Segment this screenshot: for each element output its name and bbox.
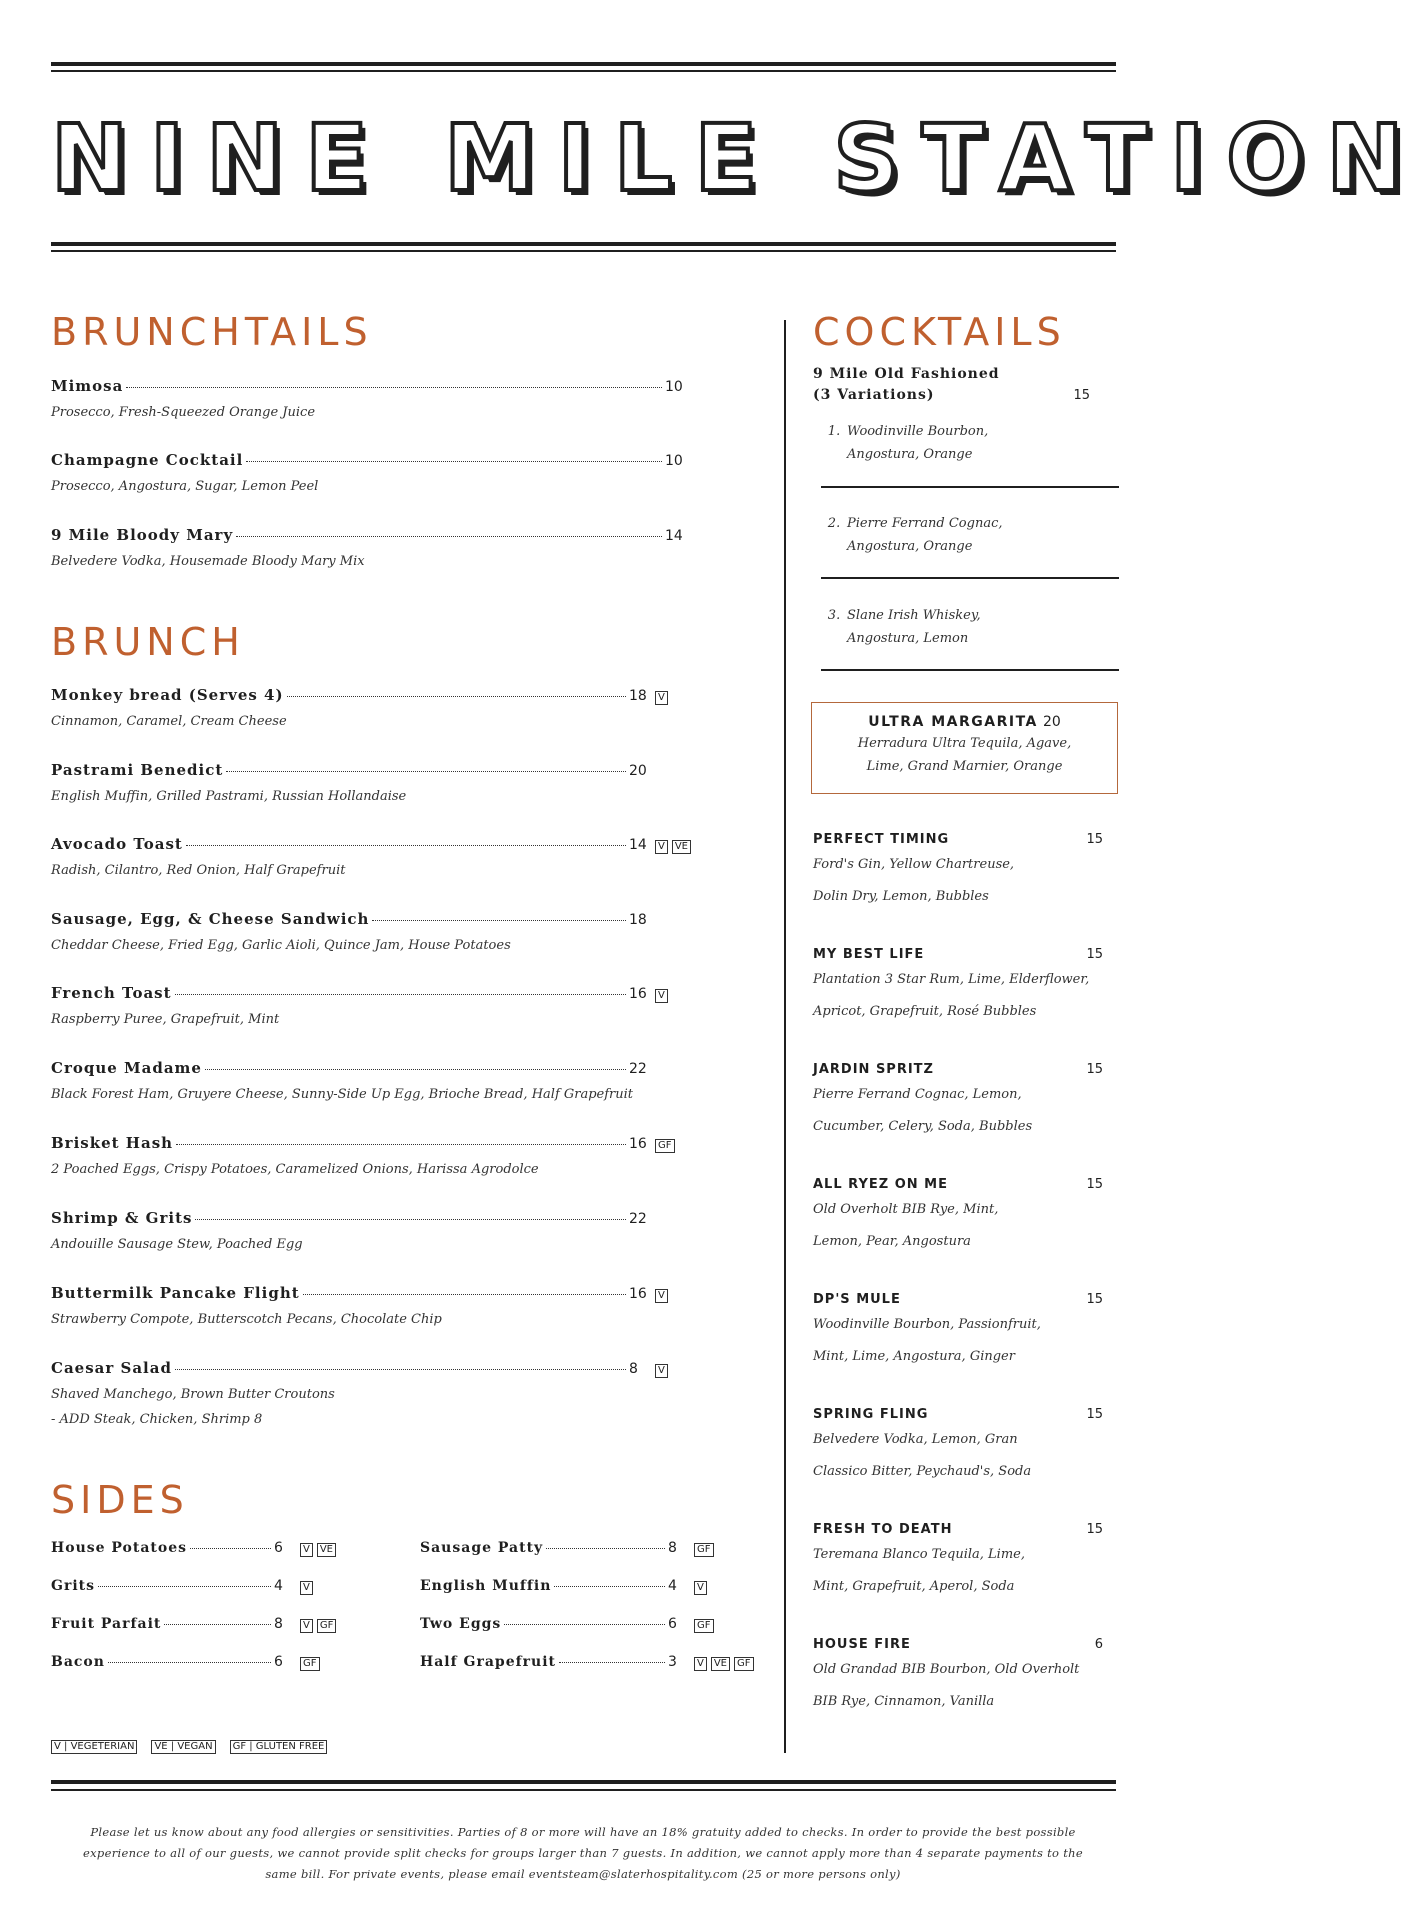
cocktail-price: 6 bbox=[1094, 1637, 1103, 1652]
dietary-tag: VE bbox=[317, 1543, 336, 1557]
item-name: Two Eggs bbox=[420, 1616, 502, 1632]
item-description: Raspberry Puree, Grapefruit, Mint bbox=[51, 1012, 280, 1027]
top-rule-1 bbox=[51, 62, 1116, 66]
item-name: Shrimp & Grits bbox=[51, 1209, 193, 1227]
item-name: Half Grapefruit bbox=[420, 1654, 556, 1670]
dietary-tag: V bbox=[655, 1364, 668, 1378]
dietary-tag: GF bbox=[655, 1139, 675, 1153]
sides-heading: SIDES bbox=[51, 1478, 189, 1522]
menu-item bbox=[51, 984, 743, 1027]
cocktail-item bbox=[813, 947, 1103, 1028]
menu-item bbox=[51, 451, 687, 494]
featured-cocktail-line-2: Lime, Grand Marnier, Orange bbox=[866, 759, 1063, 774]
item-price: 4 bbox=[274, 1578, 283, 1594]
item-description: Prosecco, Angostura, Sugar, Lemon Peel bbox=[51, 479, 319, 494]
menu-item bbox=[51, 1284, 743, 1327]
item-price: 8 bbox=[629, 1361, 638, 1377]
item-name: Sausage, Egg, & Cheese Sandwich bbox=[51, 910, 370, 928]
old-fashioned-title bbox=[813, 364, 1116, 406]
top-rule-2 bbox=[51, 70, 1116, 72]
menu-item bbox=[51, 1134, 743, 1177]
cocktail-name: MY BEST LIFE bbox=[813, 947, 925, 962]
cocktail-name: HOUSE FIRE bbox=[813, 1637, 911, 1652]
cocktail-ingredients: Woodinville Bourbon, Passionfruit, bbox=[813, 1317, 1041, 1332]
item-name: House Potatoes bbox=[51, 1540, 188, 1556]
item-name: Croque Madame bbox=[51, 1059, 202, 1077]
item-price: 22 bbox=[629, 1211, 647, 1227]
item-name: Caesar Salad bbox=[51, 1359, 172, 1377]
item-price: 10 bbox=[665, 453, 683, 469]
side-item bbox=[51, 1616, 376, 1636]
cocktail-item bbox=[813, 1177, 1103, 1258]
item-addon: - ADD Steak, Chicken, Shrimp 8 bbox=[51, 1412, 263, 1427]
dietary-tag: GF bbox=[300, 1657, 320, 1671]
cocktail-ingredients: Ford's Gin, Yellow Chartreuse, bbox=[813, 857, 1015, 872]
item-price: 6 bbox=[274, 1540, 283, 1556]
side-item bbox=[51, 1578, 376, 1598]
dietary-tag: V bbox=[694, 1657, 707, 1671]
cocktail-ingredients: Old Grandad BIB Bourbon, Old Overholt bbox=[813, 1662, 1080, 1677]
item-description: Prosecco, Fresh-Squeezed Orange Juice bbox=[51, 405, 316, 420]
footer-note: Please let us know about any food allergies or sensitivities. Parties of 8 or more will have an 18% gratuity added to checks. In order to provide the best possible experience to all of our guests, we cannot provide split checks for groups larger than 7 guests. In addition, we cannot apply more than 4 separate payments to the same bill. For private events, please email eventsteam@slaterhospitality.com (25 or more persons only) bbox=[83, 1825, 1083, 1881]
menu-item bbox=[51, 1059, 743, 1102]
brunch-heading: BRUNCH bbox=[51, 620, 245, 664]
cocktail-ingredients: BIB Rye, Cinnamon, Vanilla bbox=[813, 1694, 995, 1709]
menu-item bbox=[51, 910, 743, 953]
item-name: Avocado Toast bbox=[51, 835, 183, 853]
item-name: Mimosa bbox=[51, 377, 124, 395]
item-description: Radish, Cilantro, Red Onion, Half Grapefruit bbox=[51, 863, 346, 878]
side-item bbox=[420, 1578, 770, 1598]
menu-item bbox=[51, 377, 687, 420]
dietary-tag: VE bbox=[711, 1657, 730, 1671]
legend-vegetarian: V | VEGETERIAN bbox=[51, 1740, 137, 1754]
dietary-tag: GF bbox=[694, 1619, 714, 1633]
item-name: Champagne Cocktail bbox=[51, 451, 244, 469]
dietary-tag: V bbox=[655, 691, 668, 705]
menu-item bbox=[51, 1209, 743, 1252]
menu-item bbox=[51, 526, 687, 569]
cocktail-ingredients: Plantation 3 Star Rum, Lime, Elderflower, bbox=[813, 972, 1090, 987]
cocktail-name: FRESH TO DEATH bbox=[813, 1522, 953, 1537]
cocktail-item bbox=[813, 1522, 1103, 1603]
item-description: 2 Poached Eggs, Crispy Potatoes, Caramelized Onions, Harissa Agrodolce bbox=[51, 1162, 539, 1177]
item-description: Cinnamon, Caramel, Cream Cheese bbox=[51, 714, 287, 729]
item-name: Brisket Hash bbox=[51, 1134, 174, 1152]
item-price: 18 bbox=[629, 912, 647, 928]
title-rule-2 bbox=[51, 250, 1116, 252]
cocktail-price: 15 bbox=[1086, 1062, 1103, 1077]
variation-divider bbox=[821, 669, 1119, 671]
menu-item bbox=[51, 835, 743, 878]
dietary-tag: V bbox=[655, 1289, 668, 1303]
cocktails-heading: COCKTAILS bbox=[813, 310, 1066, 354]
item-description: English Muffin, Grilled Pastrami, Russian Hollandaise bbox=[51, 789, 407, 804]
item-name: Grits bbox=[51, 1578, 95, 1594]
item-price: 6 bbox=[274, 1654, 283, 1670]
cocktail-price: 15 bbox=[1086, 1522, 1103, 1537]
item-description: Shaved Manchego, Brown Butter Croutons bbox=[51, 1387, 335, 1402]
item-description: Black Forest Ham, Gruyere Cheese, Sunny-Side Up Egg, Brioche Bread, Half Grapefruit bbox=[51, 1087, 634, 1102]
featured-cocktail-box bbox=[811, 702, 1118, 794]
item-name: Pastrami Benedict bbox=[51, 761, 224, 779]
cocktail-ingredients: Mint, Grapefruit, Aperol, Soda bbox=[813, 1579, 1015, 1594]
dietary-tag: GF bbox=[317, 1619, 337, 1633]
item-description: Cheddar Cheese, Fried Egg, Garlic Aioli, Quince Jam, House Potatoes bbox=[51, 938, 511, 953]
variation-divider bbox=[821, 486, 1119, 488]
dietary-legend bbox=[51, 1740, 327, 1754]
item-price: 14 bbox=[665, 528, 683, 544]
item-name: French Toast bbox=[51, 984, 172, 1002]
variation-item: 3. Slane Irish Whiskey, Angostura, Lemon bbox=[827, 608, 981, 646]
menu-item bbox=[51, 761, 743, 804]
cocktail-price: 15 bbox=[1086, 1407, 1103, 1422]
cocktail-ingredients: Lemon, Pear, Angostura bbox=[813, 1234, 971, 1249]
brunchtails-heading: BRUNCHTAILS bbox=[51, 310, 373, 354]
item-name: Sausage Patty bbox=[420, 1540, 544, 1556]
cocktail-item bbox=[813, 1407, 1103, 1488]
cocktail-item bbox=[813, 832, 1103, 913]
side-item bbox=[51, 1540, 376, 1560]
cocktail-price: 15 bbox=[1086, 947, 1103, 962]
cocktail-item bbox=[813, 1062, 1103, 1143]
item-name: Fruit Parfait bbox=[51, 1616, 162, 1632]
item-description: Strawberry Compote, Butterscotch Pecans, Chocolate Chip bbox=[51, 1312, 442, 1327]
item-price: 16 bbox=[629, 1286, 647, 1302]
item-price: 18 bbox=[629, 688, 647, 704]
footer-rule-2 bbox=[51, 1789, 1116, 1791]
legend-vegan: VE | VEGAN bbox=[151, 1740, 215, 1754]
side-item bbox=[420, 1654, 770, 1674]
cocktail-ingredients: Apricot, Grapefruit, Rosé Bubbles bbox=[813, 1004, 1037, 1019]
item-price: 8 bbox=[668, 1540, 677, 1556]
item-name: Bacon bbox=[51, 1654, 105, 1670]
column-divider bbox=[784, 320, 786, 1753]
variation-divider bbox=[821, 577, 1119, 579]
cocktail-ingredients: Dolin Dry, Lemon, Bubbles bbox=[813, 889, 989, 904]
cocktail-item bbox=[813, 1292, 1103, 1373]
dietary-tag: V bbox=[694, 1581, 707, 1595]
cocktail-name: ALL RYEZ ON ME bbox=[813, 1177, 948, 1192]
dietary-tag: V bbox=[300, 1543, 313, 1557]
cocktail-ingredients: Teremana Blanco Tequila, Lime, bbox=[813, 1547, 1025, 1562]
featured-cocktail-name: ULTRA MARGARITA bbox=[868, 714, 1038, 730]
cocktail-name: PERFECT TIMING bbox=[813, 832, 950, 847]
side-item bbox=[420, 1540, 770, 1560]
item-description: Belvedere Vodka, Housemade Bloody Mary Mix bbox=[51, 554, 365, 569]
footer-rule-1 bbox=[51, 1780, 1116, 1784]
cocktail-name: JARDIN SPRITZ bbox=[813, 1062, 934, 1077]
cocktail-item bbox=[813, 1637, 1103, 1718]
item-name: Monkey bread (Serves 4) bbox=[51, 686, 284, 704]
menu-item bbox=[51, 686, 743, 729]
old-fashioned-subtitle: (3 Variations) bbox=[813, 387, 935, 403]
item-price: 20 bbox=[629, 763, 647, 779]
cocktail-price: 15 bbox=[1086, 1177, 1103, 1192]
cocktail-ingredients: Pierre Ferrand Cognac, Lemon, bbox=[813, 1087, 1022, 1102]
cocktail-price: 15 bbox=[1086, 1292, 1103, 1307]
cocktail-name: DP'S MULE bbox=[813, 1292, 901, 1307]
item-name: Buttermilk Pancake Flight bbox=[51, 1284, 300, 1302]
item-name: 9 Mile Bloody Mary bbox=[51, 526, 234, 544]
dietary-tag: GF bbox=[734, 1657, 754, 1671]
old-fashioned-name: 9 Mile Old Fashioned bbox=[813, 366, 1000, 382]
variation-item: 2. Pierre Ferrand Cognac, Angostura, Orange bbox=[827, 516, 1003, 554]
item-price: 22 bbox=[629, 1061, 647, 1077]
cocktail-ingredients: Belvedere Vodka, Lemon, Gran bbox=[813, 1432, 1018, 1447]
item-name: English Muffin bbox=[420, 1578, 552, 1594]
item-price: 6 bbox=[668, 1616, 677, 1632]
dietary-tag: V bbox=[655, 989, 668, 1003]
old-fashioned-price: 15 bbox=[1073, 388, 1090, 403]
cocktail-ingredients: Classico Bitter, Peychaud's, Soda bbox=[813, 1464, 1032, 1479]
cocktail-name: SPRING FLING bbox=[813, 1407, 929, 1422]
cocktail-ingredients: Mint, Lime, Angostura, Ginger bbox=[813, 1349, 1015, 1364]
cocktail-ingredients: Old Overholt BIB Rye, Mint, bbox=[813, 1202, 999, 1217]
side-item bbox=[51, 1654, 376, 1674]
item-price: 10 bbox=[665, 379, 683, 395]
cocktail-price: 15 bbox=[1086, 832, 1103, 847]
featured-cocktail-price: 20 bbox=[1042, 714, 1061, 730]
item-description: Andouille Sausage Stew, Poached Egg bbox=[51, 1237, 303, 1252]
dietary-tag: VE bbox=[672, 840, 691, 854]
dietary-tag: V bbox=[300, 1581, 313, 1595]
item-price: 16 bbox=[629, 1136, 647, 1152]
dietary-tag: V bbox=[655, 840, 668, 854]
variation-item: 1. Woodinville Bourbon, Angostura, Orange bbox=[827, 424, 989, 462]
title-rule-1 bbox=[51, 242, 1116, 246]
item-price: 4 bbox=[668, 1578, 677, 1594]
dietary-tag: GF bbox=[694, 1543, 714, 1557]
page-title: NINE MILE STATION bbox=[51, 105, 1426, 212]
item-price: 8 bbox=[274, 1616, 283, 1632]
featured-cocktail-line-1: Herradura Ultra Tequila, Agave, bbox=[857, 736, 1072, 751]
item-price: 14 bbox=[629, 837, 647, 853]
item-price: 3 bbox=[668, 1654, 677, 1670]
dietary-tag: V bbox=[300, 1619, 313, 1633]
cocktail-ingredients: Cucumber, Celery, Soda, Bubbles bbox=[813, 1119, 1033, 1134]
side-item bbox=[420, 1616, 770, 1636]
item-price: 16 bbox=[629, 986, 647, 1002]
legend-gluten-free: GF | GLUTEN FREE bbox=[230, 1740, 328, 1754]
menu-item bbox=[51, 1359, 743, 1427]
